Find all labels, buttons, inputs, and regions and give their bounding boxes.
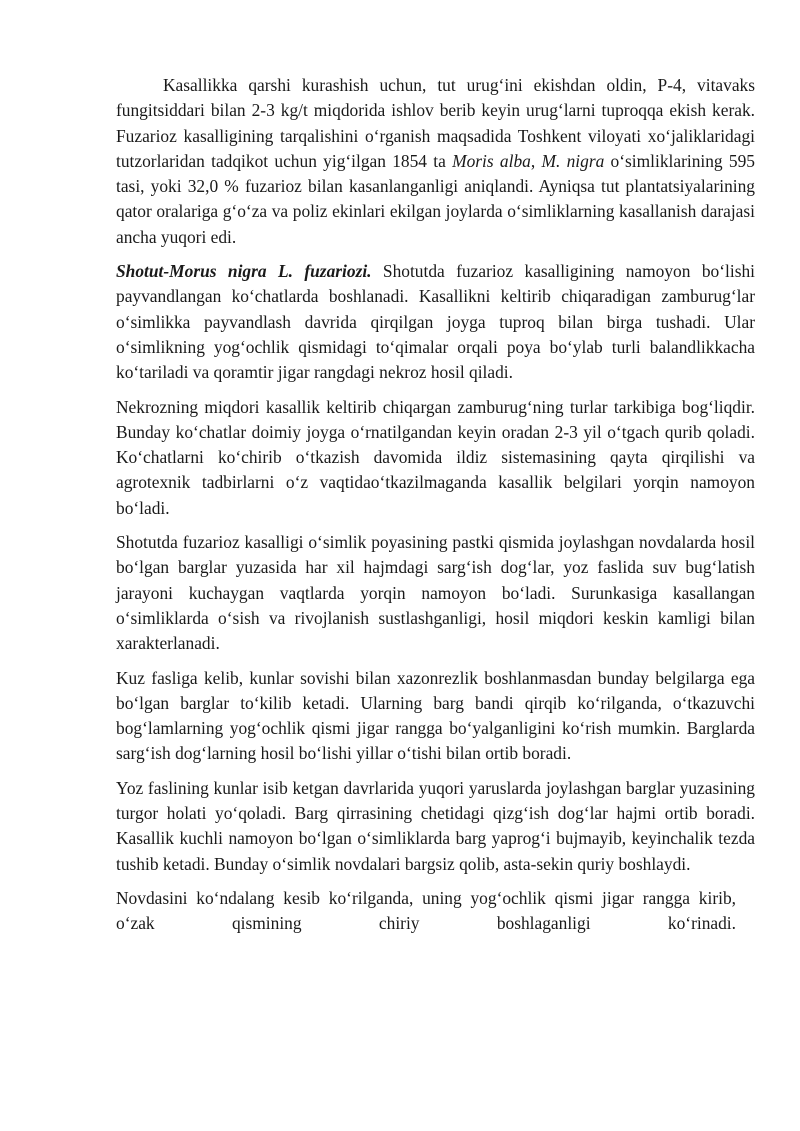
paragraph-1-text-a: Kasallikka qarshi kurashish uchun, tut urug‘ini ekishdan oldin, P-4, vitavaks fungitsiddari bilan 2-3 kg/t miqdorida ishlov berib keyin urug‘larni tuproqqa ekish kerak. Fuzarioz kasalligining tarqalishini o‘rganish maqsadida Toshkent viloyati xo‘jaliklaridagi tutzorlaridan tadqikot uchun yig‘ilgan 1854 ta	[116, 75, 755, 171]
paragraph-1-text-c: o‘simliklarining 595 tasi, yoki 32,0 % fuzarioz bilan kasanlanganligi aniqlandi. Ayniqsa tut plantatsiyalarining qator oralariga g‘o‘za va poliz ekinlari ekilgan joylarda o‘simliklarning kasallanish darajasi ancha yuqori edi.	[116, 150, 755, 247]
paragraph-2	[116, 259, 755, 385]
paragraph-2-text: Shotutda fuzarioz kasalligining namoyon bo‘lishi payvandlangan ko‘chatlarda boshlanadi. Kasallikni keltirib chiqaradigan zamburug‘lar o‘simlikka payvandlash davrida qirqilgan joyga tuproq bilan birga tushadi. Ular o‘simlikning yog‘ochlik qismidagi to‘qimalar orqali poya bo‘ylab turli balandlikkacha ko‘tariladi va qoramtir jigar rangdagi nekroz hosil qiladi.	[116, 261, 755, 383]
paragraph-3: Nekrozning miqdori kasallik keltirib chiqargan zamburug‘ning turlar tarkibiga bog‘liqdir. Bunday ko‘chatlar doimiy joyga o‘rnatilgandan keyin oradan 2-3 yil o‘tgach qurib qoladi. Ko‘chatlarni ko‘chirib o‘tkazish davomida ildiz sistemasining qayta qirqilishi va agrotexnik tadbirlarni o‘z vaqtidao‘tkazilmaganda kasallik belgilari yorqin namoyon bo‘ladi.	[116, 396, 755, 518]
document-body	[116, 73, 755, 946]
paragraph-1	[116, 73, 755, 250]
section-heading: Shotut-Morus nigra L. fuzariozi.	[116, 261, 372, 282]
paragraph-7: Novdasini ko‘ndalang kesib ko‘rilganda, uning yog‘ochlik qismi jigar rangga kirib, o‘zak qismining chiriy boshlaganligi ko‘rinadi.	[116, 887, 736, 934]
species-name-moris-alba: Moris alba	[452, 150, 531, 171]
paragraph-5: Kuz fasliga kelib, kunlar sovishi bilan xazonrezlik boshlanmasdan bunday belgilarga ega bo‘lgan barglar to‘kilib ketadi. Ularning barg bandi qirqib ko‘rilganda, o‘tkazuvchi bog‘lamlarning yog‘ochlik qismi jigar rangga bo‘yalganligini ko‘rish mumkin. Barglarda sarg‘ish dog‘larning hosil bo‘lishi yillar o‘tishi bilan ortib boradi.	[116, 667, 755, 764]
paragraph-1-text-b: ,	[530, 150, 542, 171]
species-name-m-nigra: M. nigra	[541, 150, 605, 171]
paragraph-4: Shotutda fuzarioz kasalligi o‘simlik poyasining pastki qismida joylashgan novdalarda hosil bo‘lgan barglar yuzasida har xil hajmdagi sarg‘ish dog‘lar, yoz faslida suv bug‘latish jarayoni kuchaygan vaqtlarda yorqin namoyon bo‘ladi. Surunkasiga kasallangan o‘simliklarda o‘sish va rivojlanish sustlashganligi, hosil miqdori keskin kamligi bilan xarakterlanadi.	[116, 532, 755, 654]
paragraph-6: Yoz faslining kunlar isib ketgan davrlarida yuqori yaruslarda joylashgan barglar yuzasining turgor holati yo‘qoladi. Barg qirrasining chetidagi qizg‘ish dog‘lar hajmi ortib boradi. Kasallik kuchli namoyon bo‘lgan o‘simliklarda barg yaprog‘i bujmayib, keyinchalik tezda tushib ketadi. Bunday o‘simlik novdalari bargsiz qolib, asta-sekin quriy boshlaydi.	[116, 777, 755, 874]
